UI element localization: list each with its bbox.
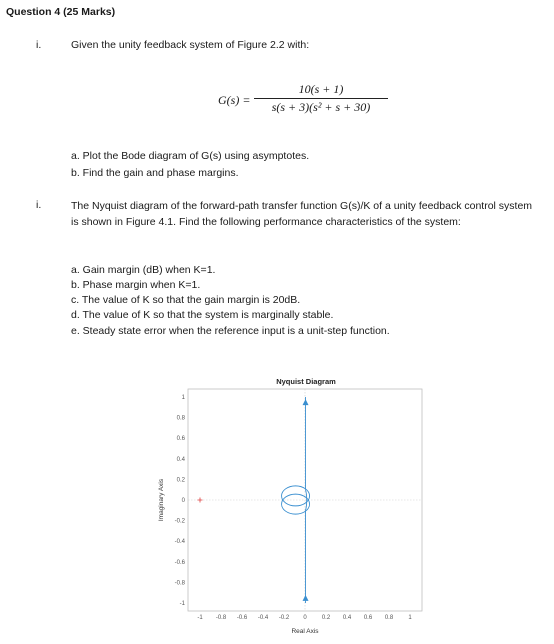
part1-item-b: b. Find the gain and phase margins. — [71, 167, 239, 179]
loop-upper — [282, 486, 310, 506]
part2-numeral: i. — [36, 199, 42, 211]
x-tick-label: -0.4 — [257, 615, 269, 621]
y-tick-label: -0.8 — [174, 580, 185, 587]
part1-intro: Given the unity feedback system of Figure 2.2 with: — [71, 39, 310, 51]
x-tick-label: -0.8 — [215, 615, 227, 621]
critical-point-marker — [198, 498, 203, 503]
nyquist-chart — [150, 372, 440, 640]
chart-title: Nyquist Diagram — [276, 377, 336, 386]
x-tick-label: 0.4 — [342, 615, 352, 621]
y-tick-label: -0.4 — [174, 539, 185, 546]
x-tick-label: 1 — [408, 615, 412, 621]
y-tick-label: 0.6 — [176, 436, 185, 443]
y-tick-labels — [175, 395, 186, 607]
y-tick-label: 0 — [181, 498, 185, 504]
x-tick-label: 0 — [303, 615, 307, 621]
part1-item-a: a. Plot the Bode diagram of G(s) using asymptotes. — [71, 150, 310, 162]
x-tick-label: -0.6 — [236, 615, 248, 621]
y-tick-label: 0.4 — [176, 456, 185, 463]
fraction-bar — [254, 98, 388, 99]
x-tick-label: -1 — [197, 615, 203, 621]
question-title: Question 4 (25 Marks) — [6, 6, 116, 18]
y-axis-label: Imaginary Axis — [158, 478, 165, 522]
arrow-up-marker — [303, 399, 309, 405]
y-tick-label: 0.2 — [176, 477, 185, 484]
x-tick-label: -0.2 — [278, 615, 290, 621]
y-tick-label: -0.2 — [174, 518, 185, 525]
part2-item-e: e. Steady state error when the reference input is a unit-step function. — [71, 325, 390, 337]
part2-item-b: b. Phase margin when K=1. — [71, 279, 201, 291]
equation-denominator: s(s + 3)(s² + s + 30) — [271, 100, 371, 114]
loop-lower — [282, 494, 310, 514]
equation-numerator: 10(s + 1) — [298, 82, 344, 96]
x-tick-label: 0.8 — [384, 615, 394, 621]
x-tick-labels — [197, 615, 412, 621]
x-tick-label: 0.6 — [363, 615, 373, 621]
y-tick-label: 1 — [181, 395, 185, 401]
part2-item-c: c. The value of K so that the gain margin is 20dB. — [71, 294, 301, 306]
arrow-bottom-marker — [303, 595, 309, 601]
part1-numeral: i. — [36, 39, 42, 51]
equation-lhs: G(s) = — [218, 93, 251, 107]
x-axis-label: Real Axis — [291, 628, 319, 635]
nyquist-curve — [188, 389, 422, 611]
transfer-function-fraction — [254, 82, 388, 115]
y-tick-label: -1 — [179, 601, 185, 607]
part2-item-d: d. The value of K so that the system is marginally stable. — [71, 309, 334, 321]
part2-item-a: a. Gain margin (dB) when K=1. — [71, 264, 216, 276]
x-tick-label: 0.2 — [321, 615, 331, 621]
y-tick-label: -0.6 — [174, 559, 185, 566]
part2-intro: The Nyquist diagram of the forward-path transfer function G(s)/K of a unity feedback control system is shown in Figure 4.1. Find the following performance characteristics of the system: — [71, 200, 533, 228]
y-tick-label: 0.8 — [176, 415, 185, 422]
